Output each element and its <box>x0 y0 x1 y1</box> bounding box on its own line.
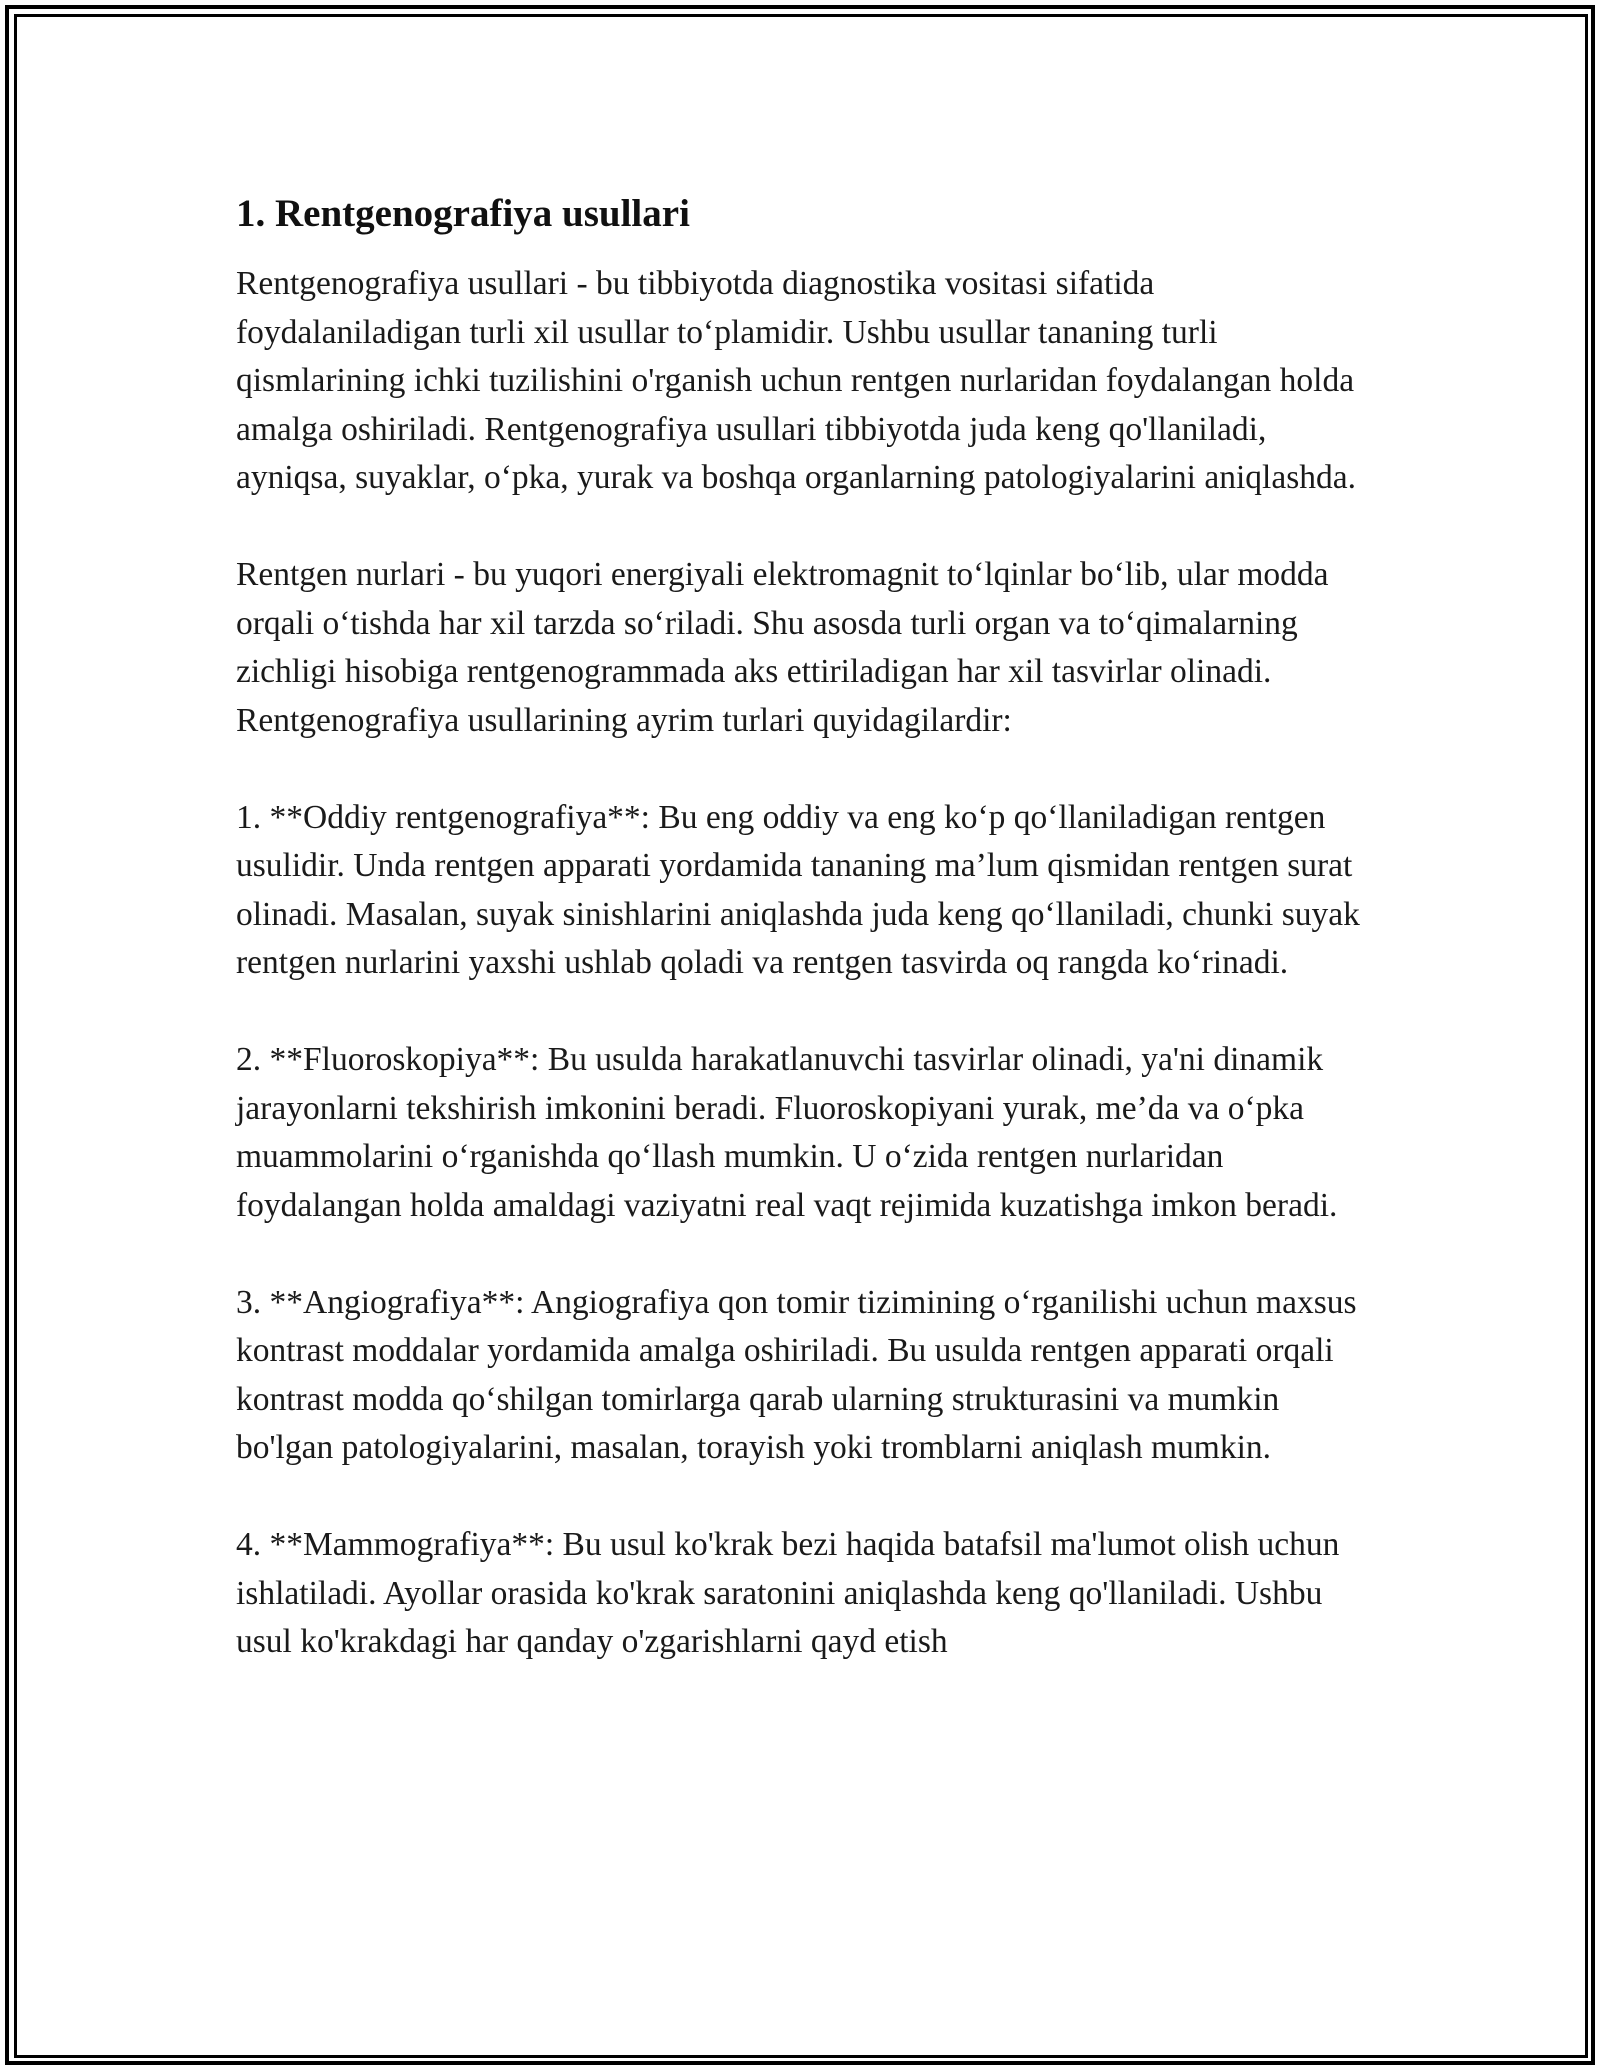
list-item-angiography: 3. **Angiografiya**: Angiografiya qon tomir tizimining o‘rganilishi uchun maxsus kontrast moddalar yordamida amalga oshiriladi. Bu usulda rentgen apparati orqali kontrast modda qo‘shilgan tomirlarga qarab ularning strukturasini va mumkin bo'lgan patologiyalarini, masalan, torayish yoki tromblarni aniqlash mumkin. <box>236 1283 1357 1466</box>
section-heading: 1. Rentgenografiya usullari <box>236 192 690 235</box>
list-item-fluoroscopy: 2. **Fluoroskopiya**: Bu usulda harakatlanuvchi tasvirlar olinadi, ya'ni dinamik jarayonlarni tekshirish imkonini beradi. Fluoroskopiyani yurak, me’da va o‘pka muammolarini o‘rganishda qo‘llash mumkin. U o‘zida rentgen nurlaridan foydalangan holda amaldagi vaziyatni real vaqt rejimida kuzatishga imkon beradi. <box>236 1041 1338 1224</box>
document-body <box>236 190 1361 1715</box>
paragraph-xray-nature: Rentgen nurlari - bu yuqori energiyali elektromagnit to‘lqinlar bo‘lib, ular modda orqali o‘tishda har xil tarzda so‘riladi. Shu asosda turli organ va to‘qimalarning zichligi hisobiga rentgenogrammada aks ettiriladigan har xil tasvirlar olinadi. Rentgenografiya usullarining ayrim turlari quyidagilardir: <box>236 556 1329 739</box>
list-item-plain-radiography: 1. **Oddiy rentgenografiya**: Bu eng oddiy va eng ko‘p qo‘llaniladigan rentgen usulidir. Unda rentgen apparati yordamida tananing ma’lum qismidan rentgen surat olinadi. Masalan, suyak sinishlarini aniqlashda juda keng qo‘llaniladi, chunki suyak rentgen nurlarini yaxshi ushlab qoladi va rentgen tasvirda oq rangda ko‘rinadi. <box>236 798 1360 981</box>
paragraph-intro: Rentgenografiya usullari - bu tibbiyotda diagnostika vositasi sifatida foydalaniladigan turli xil usullar to‘plamidir. Ushbu usullar tananing turli qismlarining ichki tuzilishini o'rganish uchun rentgen nurlaridan foydalangan holda amalga oshiriladi. Rentgenografiya usullari tibbiyotda juda keng qo'llaniladi, ayniqsa, suyaklar, o‘pka, yurak va boshqa organlarning patologiyalarini aniqlashda. <box>236 265 1356 496</box>
list-item-mammography: 4. **Mammografiya**: Bu usul ko'krak bezi haqida batafsil ma'lumot olish uchun ishlatiladi. Ayollar orasida ko'krak saratonini aniqlashda keng qo'llaniladi. Ushbu usul ko'krakdagi har qanday o'zgarishlarni qayd etish <box>236 1526 1340 1660</box>
